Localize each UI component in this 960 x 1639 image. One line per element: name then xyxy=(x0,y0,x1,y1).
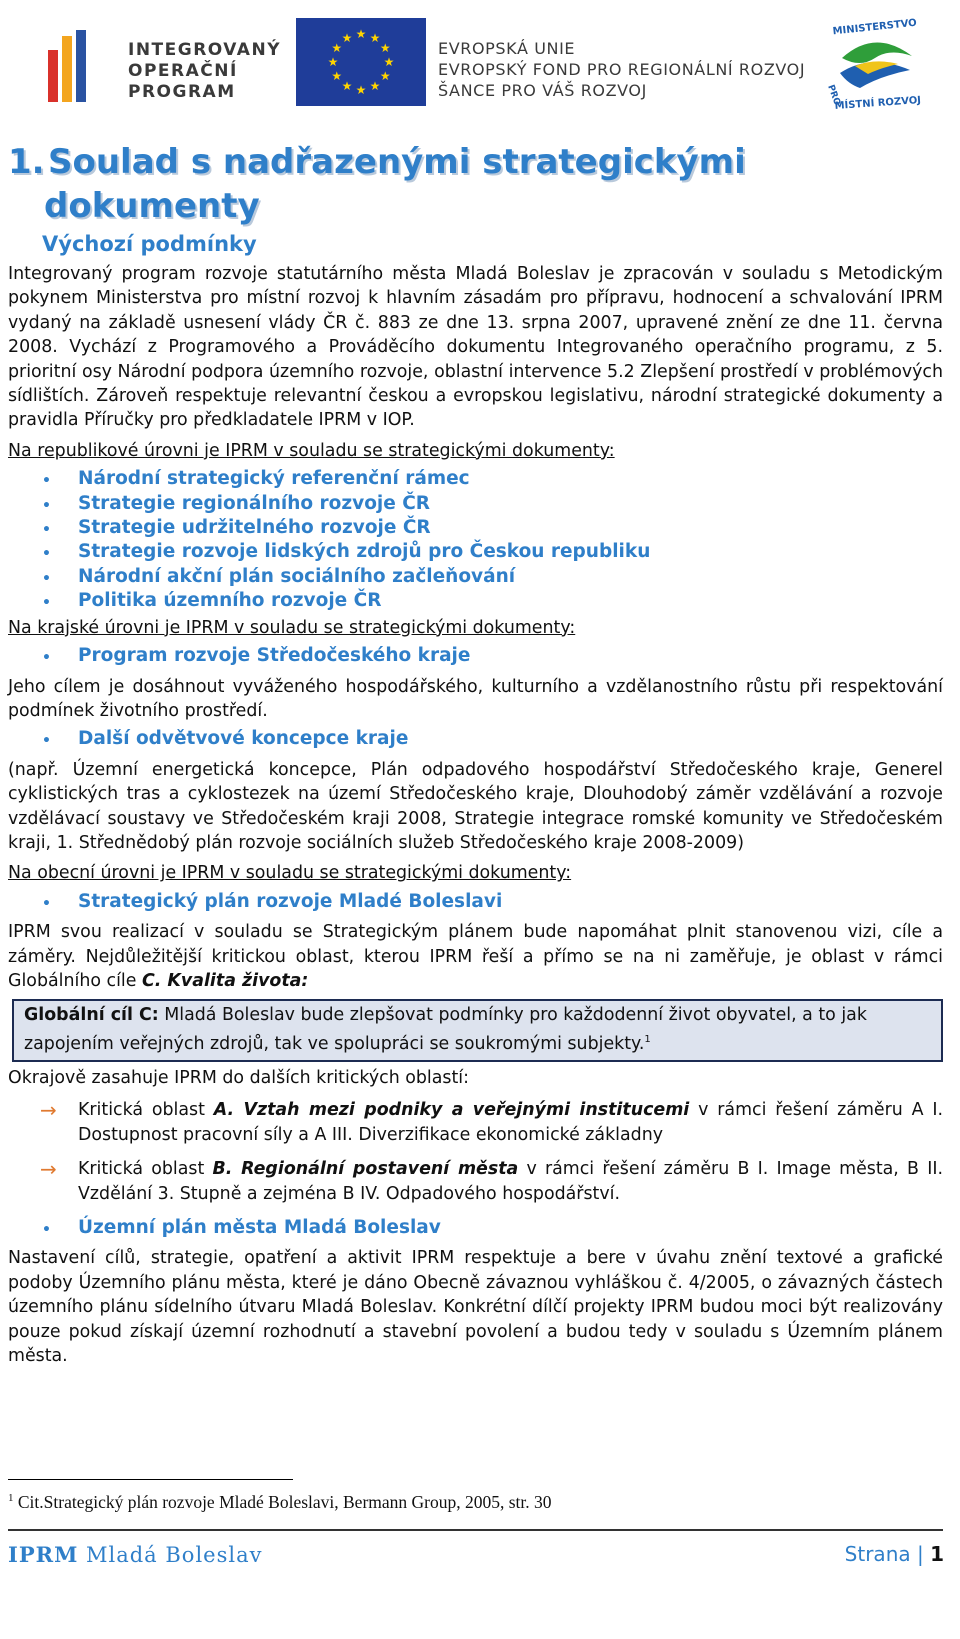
other-areas-text: Okrajově zasahuje IPRM do dalších kritických oblastí: xyxy=(8,1067,469,1088)
municipal-heading: Na obecní úrovni je IPRM v souladu se strategickými dokumenty: xyxy=(8,863,572,884)
svg-text:MÍSTNÍ ROZVOJ: MÍSTNÍ ROZVOJ xyxy=(834,95,922,113)
eu-star-icon: ★ xyxy=(341,30,353,45)
eu-star-icon: ★ xyxy=(369,79,381,94)
list-item: • Strategický plán rozvoje Mladé Boleslavi xyxy=(42,890,503,912)
header-logos xyxy=(40,18,930,113)
eu-star-icon: ★ xyxy=(379,69,391,83)
footnote-separator xyxy=(8,1479,293,1480)
iop-logo xyxy=(40,22,281,102)
iop-logo-text: INTEGROVANÝ OPERAČNÍ PROGRAM xyxy=(128,40,281,102)
eu-star-icon: ★ xyxy=(355,27,367,41)
list-item: • Další odvětvové koncepce kraje xyxy=(42,728,409,750)
eu-star-icon: ★ xyxy=(341,79,353,94)
intro-paragraph: Integrovaný program rozvoje statutárního města Mladá Boleslav je zpracován v souladu s Metodickým pokynem Ministerstva pro místní rozvoj k hlavním zásadám pro přípravu, hodnocení a schvalování IPRM vydaný na základě usnesení vlády ČR č. 883 ze dne 13. srpna 2007, upravené znění ze dne 11. června 2008. Vychází z Programového a Prováděcího dokumentu Integrovaného operačního programu, z 5. prioritní osy Národní podpora územního rozvoje, oblastní intervence 5.2 Zlepšení prostředí v problémových sídlištích. Zároveň respektuje relevantní českou a evropskou legislativu, národní strategické dokumenty a pravidla Příručky pro předkladatele IPRM v IOP. xyxy=(8,264,943,431)
eu-star-icon: ★ xyxy=(327,55,339,69)
eu-text: EVROPSKÁ UNIE EVROPSKÝ FOND PRO REGIONÁLNÍ ROZVOJ ŠANCE PRO VÁŠ ROZVOJ xyxy=(438,39,806,100)
list-item: • Program rozvoje Středočeského kraje xyxy=(42,645,471,667)
national-list xyxy=(8,467,943,613)
municipal-text-2: Nastavení cílů, strategie, opatření a aktivit IPRM respektuje a bere v úvahu znění textové a grafické podoby Územního plánu města, které je dáno Obecně závaznou vyhláškou č. 4/2005, o závazných částech územního plánu sídelního útvaru Mladá Boleslav. Konkrétní dílčí projekty IPRM budou moci být realizovány pouze pokud získají územní rozhodnutí a stavební povolení a budou tedy v souladu s Územním plánem města. xyxy=(8,1248,943,1367)
regional-heading: Na krajské úrovni je IPRM v souladu se strategickými dokumenty: xyxy=(8,617,576,638)
municipal-text-1: IPRM svou realizací v souladu se Strategickým plánem bude napomáhat plnit stanovenou vizi, cíle a záměry. Nejdůležitější kritickou oblast, kterou IPRM řeší a přímo se na ni zaměřuje, je oblast v rámci Globálního cíle C. Kvalita života: xyxy=(8,922,943,991)
svg-text:MINISTERSTVO: MINISTERSTVO xyxy=(832,18,918,38)
regional-text-2: (např. Územní energetická koncepce, Plán odpadového hospodářství Středočeského kraje, Generel cyklistických tras a cyklostezek na území Středočeského kraje, Dlouhodobý záměr vzdělávání a rozvoje vzdělávací soustavy ve Středočeském kraji 2008, Strategie integrace romské komunity ve Středočeském kraji, 1. Střednědobý plán rozvoje sociálních služeb Středočeského kraje 2008-2009) xyxy=(8,759,943,853)
footer-title: IPRM Mladá Boleslav xyxy=(8,1542,263,1567)
footnote: $^1$ Cit.Strategický plán rozvoje Mladé Boleslavi, Bermann Group, 2005, str. 30 xyxy=(8,1492,552,1512)
regional-text-1: Jeho cílem je dosáhnout vyváženého hospodářského, kulturního a vzdělanostního růstu při respektování podmínek životního prostředí. xyxy=(8,676,943,721)
list-item: • Politika územního rozvoje ČR xyxy=(42,590,382,612)
global-goal-box: Globální cíl C: Mladá Boleslav bude zlepšovat podmínky pro každodenní život obyvatel, a to jak zapojením veřejných zdrojů, tak ve spolupráci se soukromými subjekty.$^1$ xyxy=(12,999,943,1062)
eu-star-icon: ★ xyxy=(355,83,367,97)
list-item: • Národní strategický referenční rámec xyxy=(42,468,470,490)
iop-bars-icon xyxy=(48,22,118,102)
eu-star-icon: ★ xyxy=(383,55,395,69)
eu-star-icon: ★ xyxy=(369,30,381,45)
eu-star-icon: ★ xyxy=(331,69,343,83)
document-body xyxy=(8,130,943,1368)
regional-list xyxy=(8,644,943,668)
list-item: • Strategie udržitelného rozvoje ČR xyxy=(42,517,431,539)
regional-list-2 xyxy=(8,727,943,751)
municipal-list-2 xyxy=(8,1216,943,1240)
mmr-logo xyxy=(820,18,930,113)
arrow-right-icon: → xyxy=(40,1157,57,1182)
svg-text:PRO: PRO xyxy=(825,83,842,107)
section-title: 1. Soulad s nadřazenými strategickými dokumenty xyxy=(8,142,746,226)
municipal-list xyxy=(8,890,943,914)
critical-areas xyxy=(8,1098,943,1206)
page-number: Strana | 1 xyxy=(844,1542,944,1566)
eu-star-icon: ★ xyxy=(331,41,343,55)
critical-area-b: → Kritická oblast B. Regionální postavení města v rámci řešení záměru B I. Image města, B II. Vzdělání 3. Stupně a zejména B IV. Odpadového hospodářství. xyxy=(40,1157,943,1204)
subtitle: Výchozí podmínky xyxy=(42,232,257,256)
list-item: • Národní akční plán sociálního začleňování xyxy=(42,565,516,587)
arrow-right-icon: → xyxy=(40,1098,57,1123)
eu-flag-icon xyxy=(296,18,426,106)
national-heading: Na republikové úrovni je IPRM v souladu se strategickými dokumenty: xyxy=(8,440,615,461)
eu-star-icon: ★ xyxy=(379,41,391,55)
list-item: • Strategie rozvoje lidských zdrojů pro Českou republiku xyxy=(42,541,651,563)
critical-area-a: → Kritická oblast A. Vztah mezi podniky a veřejnými institucemi v rámci řešení záměru A I. Dostupnost pracovní síly a A III. Diverzifikace ekonomické základny xyxy=(40,1098,943,1145)
list-item: • Strategie regionálního rozvoje ČR xyxy=(42,492,431,514)
list-item: • Územní plán města Mladá Boleslav xyxy=(42,1217,441,1239)
footer-rule xyxy=(8,1529,943,1531)
